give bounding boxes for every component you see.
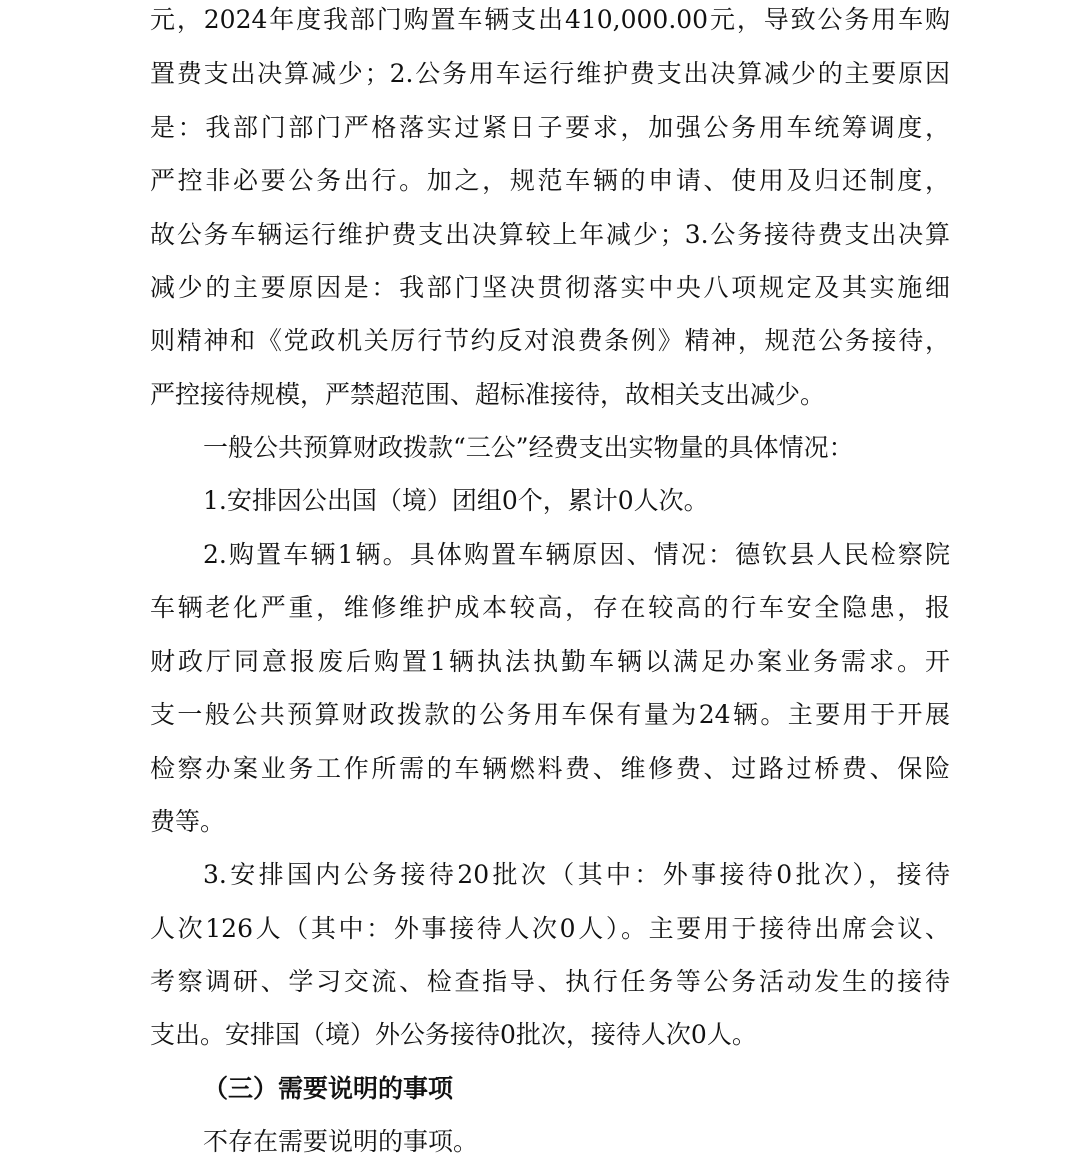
section-heading: （三）需要说明的事项 xyxy=(203,1074,454,1103)
paragraph-line: 一般公共预算财政拨款“三公”经费支出实物量的具体情况： xyxy=(203,433,854,462)
paragraph-line: 置费支出决算减少；2.公务用车运行维护费支出决算减少的主要原因 xyxy=(150,59,950,88)
paragraph-line: 不存在需要说明的事项。 xyxy=(203,1127,479,1156)
paragraph-line: 检察办案业务工作所需的车辆燃料费、维修费、过路过桥费、保险 xyxy=(150,754,950,783)
paragraph-line: 3.安排国内公务接待20批次（其中：外事接待0批次），接待 xyxy=(203,860,950,889)
paragraph-line: 考察调研、学习交流、检查指导、执行任务等公务活动发生的接待 xyxy=(150,967,950,996)
paragraph-line: 严控接待规模，严禁超范围、超标准接待，故相关支出减少。 xyxy=(150,380,826,409)
paragraph-line: 支出。安排国（境）外公务接待0批次，接待人次0人。 xyxy=(150,1020,757,1049)
paragraph-line: 元，2024年度我部门购置车辆支出410,000.00元，导致公务用车购 xyxy=(150,5,950,34)
paragraph-line: 人次126人（其中：外事接待人次0人）。主要用于接待出席会议、 xyxy=(150,914,950,943)
paragraph-line: 车辆老化严重，维修维护成本较高，存在较高的行车安全隐患，报 xyxy=(150,593,950,622)
paragraph-line: 是：我部门部门严格落实过紧日子要求，加强公务用车统筹调度， xyxy=(150,113,950,142)
paragraph-line: 严控非必要公务出行。加之，规范车辆的申请、使用及归还制度， xyxy=(150,166,950,195)
paragraph-line: 2.购置车辆1辆。具体购置车辆原因、情况：德钦县人民检察院 xyxy=(203,540,950,569)
paragraph-line: 则精神和《党政机关厉行节约反对浪费条例》精神，规范公务接待， xyxy=(150,326,950,355)
paragraph-line: 财政厅同意报废后购置1辆执法执勤车辆以满足办案业务需求。开 xyxy=(150,647,950,676)
paragraph-line: 减少的主要原因是：我部门坚决贯彻落实中央八项规定及其实施细 xyxy=(150,273,950,302)
paragraph-line: 支一般公共预算财政拨款的公务用车保有量为24辆。主要用于开展 xyxy=(150,700,950,729)
paragraph-line: 费等。 xyxy=(150,807,226,836)
paragraph-line: 1.安排因公出国（境）团组0个，累计0人次。 xyxy=(203,486,709,515)
paragraph-line: 故公务车辆运行维护费支出决算较上年减少；3.公务接待费支出决算 xyxy=(150,220,950,249)
